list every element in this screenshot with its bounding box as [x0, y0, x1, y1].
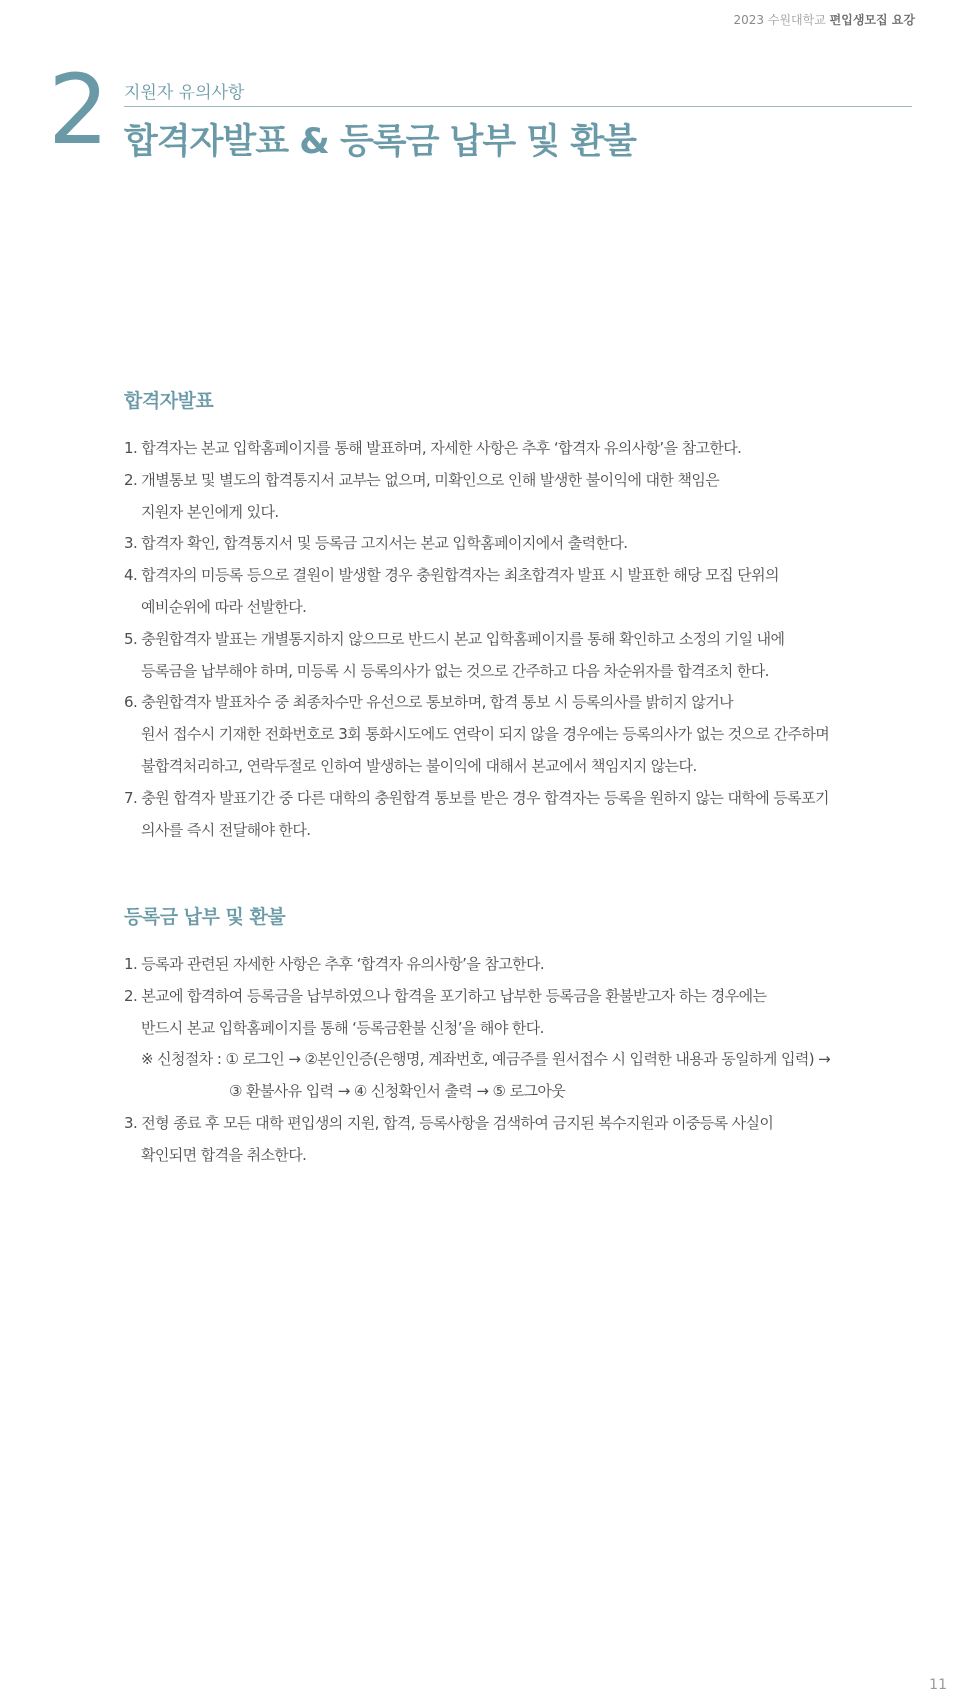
- list-item-line: 5. 충원합격자 발표는 개별통지하지 않으므로 반드시 본교 입학홈페이지를 통해 확인하고 소정의 기일 내에: [124, 629, 785, 648]
- list-item: [124, 687, 914, 782]
- list-item-line: 불합격처리하고, 연락두절로 인하여 발생하는 불이익에 대해서 본교에서 책임지지 않는다.: [141, 756, 697, 775]
- section-heading: 등록금 납부 및 환불: [124, 906, 286, 928]
- list-item-line: 등록금을 납부해야 하며, 미등록 시 등록의사가 없는 것으로 간주하고 다음 차순위자를 합격조치 한다.: [141, 661, 769, 680]
- header-university: 수원대학교: [767, 13, 826, 27]
- list-item: [124, 433, 914, 465]
- list-item: [124, 949, 914, 981]
- chapter-title: 합격자발표 & 등록금 납부 및 환불: [124, 122, 636, 162]
- list-item-line: 예비순위에 따라 선발한다.: [141, 597, 307, 616]
- list-item: [124, 624, 914, 688]
- list-item: [124, 528, 914, 560]
- section-announcement: [124, 386, 914, 846]
- list-item: [124, 981, 914, 1045]
- list-item-line: 3. 합격자 확인, 합격통지서 및 등록금 고지서는 본교 입학홈페이지에서 출력한다.: [124, 534, 628, 553]
- item-list: [124, 949, 914, 1172]
- list-item-line: 의사를 즉시 전달해야 한다.: [141, 820, 311, 839]
- header-document-title: 편입생모집 요강: [829, 13, 915, 27]
- list-item-line: 1. 합격자는 본교 입학홈페이지를 통해 발표하며, 자세한 사항은 추후 ‘합격자 유의사항’을 참고한다.: [124, 439, 742, 457]
- chapter-subtitle: 지원자 유의사항: [124, 83, 245, 103]
- list-item-line: 3. 전형 종료 후 모든 대학 편입생의 지원, 합격, 등록사항을 검색하여 금지된 복수지원과 이중등록 사실이: [124, 1113, 774, 1132]
- note-line: ③ 환불사유 입력 → ④ 신청확인서 출력 → ⑤ 로그아웃: [229, 1082, 566, 1101]
- list-item-line: 1. 등록과 관련된 자세한 사항은 추후 ‘합격자 유의사항’을 참고한다.: [124, 955, 545, 973]
- list-item: [124, 465, 914, 529]
- header-year: 2023: [733, 13, 765, 27]
- item-list: [124, 433, 914, 846]
- note-line: ※ 신청절차 : ① 로그인 → ②본인인증(은행명, 계좌번호, 예금주를 원서접수 시 입력한 내용과 동일하게 입력) →: [141, 1050, 831, 1069]
- chapter-number: 2: [48, 54, 108, 166]
- list-item: [124, 560, 914, 624]
- list-item-line: 반드시 본교 입학홈페이지를 통해 ‘등록금환불 신청’을 해야 한다.: [141, 1018, 544, 1037]
- section-refund: [124, 902, 914, 1172]
- list-item-line: 6. 충원합격자 발표차수 중 최종차수만 유선으로 통보하며, 합격 통보 시 등록의사를 밝히지 않거나: [124, 693, 734, 712]
- list-item: [124, 1108, 914, 1172]
- page-number: 11: [929, 1677, 947, 1693]
- procedure-note: [124, 1044, 914, 1108]
- list-item-line: 4. 합격자의 미등록 등으로 결원이 발생할 경우 충원합격자는 최초합격자 발표 시 발표한 해당 모집 단위의: [124, 566, 779, 585]
- chapter-divider: [124, 106, 912, 107]
- list-item-line: 2. 개별통보 및 별도의 합격통지서 교부는 없으며, 미확인으로 인해 발생한 불이익에 대한 책임은: [124, 470, 720, 489]
- list-item-line: 2. 본교에 합격하여 등록금을 납부하였으나 합격을 포기하고 납부한 등록금을 환불받고자 하는 경우에는: [124, 986, 767, 1005]
- list-item-line: 원서 접수시 기재한 전화번호로 3회 통화시도에도 연락이 되지 않을 경우에는 등록의사가 없는 것으로 간주하며: [141, 725, 830, 744]
- section-heading: 합격자발표: [124, 390, 214, 412]
- list-item-line: 지원자 본인에게 있다.: [141, 502, 279, 521]
- list-item-line: 7. 충원 합격자 발표기간 중 다른 대학의 충원합격 통보를 받은 경우 합격자는 등록을 원하지 않는 대학에 등록포기: [124, 788, 829, 807]
- running-header: [734, 11, 916, 28]
- list-item: [124, 783, 914, 847]
- list-item-line: 확인되면 합격을 취소한다.: [141, 1145, 307, 1164]
